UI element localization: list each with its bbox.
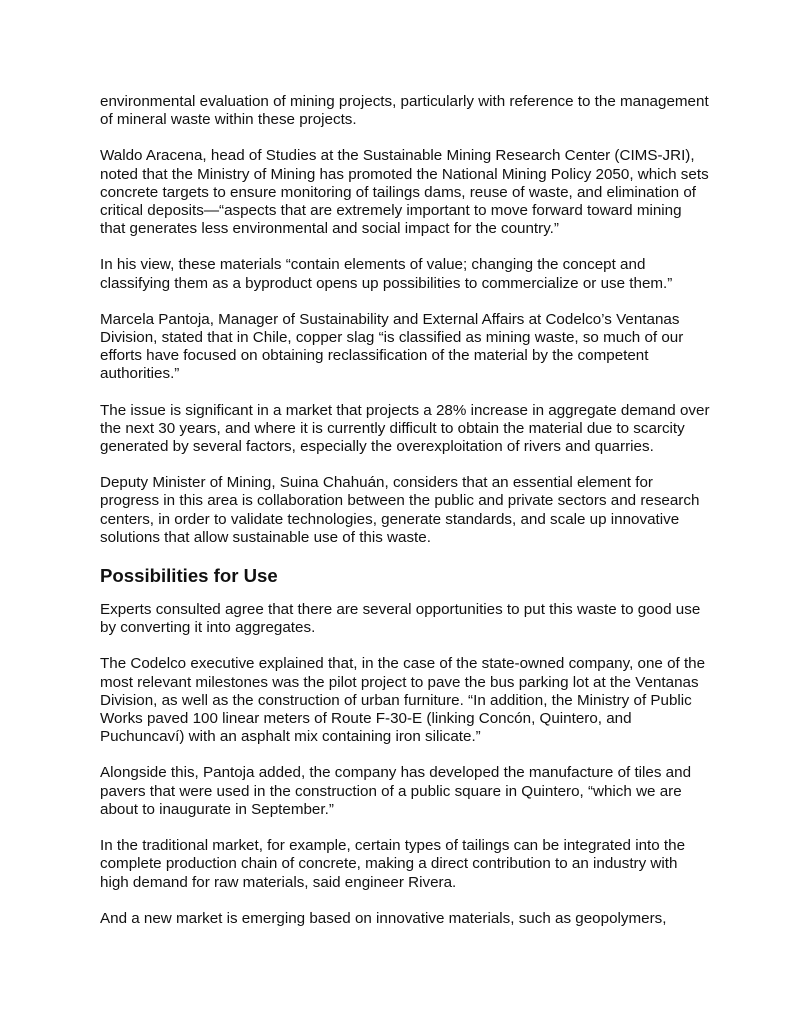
document-page <box>100 93 710 946</box>
paragraph: Alongside this, Pantoja added, the company has developed the manufacture of tiles and pavers that were used in the construction of a public square in Quintero, “which we are about to inaugurate in September.” <box>100 764 692 818</box>
section-heading: Possibilities for Use <box>100 565 278 587</box>
paragraph: environmental evaluation of mining projects, particularly with reference to the management of mineral waste within these projects. <box>100 93 709 129</box>
paragraph: And a new market is emerging based on innovative materials, such as geopolymers, <box>100 909 667 927</box>
paragraph: Marcela Pantoja, Manager of Sustainability and External Affairs at Codelco’s Ventanas Division, stated that in Chile, copper slag “is classified as mining waste, so much of our efforts have focused on obtaining reclassification of the material by the competent authorities.” <box>100 310 684 383</box>
paragraph: In his view, these materials “contain elements of value; changing the concept and classifying them as a byproduct opens up possibilities to commercialize or use them.” <box>100 256 673 292</box>
paragraph: Experts consulted agree that there are several opportunities to put this waste to good use by converting it into aggregates. <box>100 601 701 637</box>
paragraph: The Codelco executive explained that, in the case of the state-owned company, one of the most relevant milestones was the pilot project to pave the bus parking lot at the Ventanas Division, as well as the construction of urban furniture. “In addition, the Ministry of Public Works paved 100 linear meters of Route F-30-E (linking Concón, Quintero, and Puchuncaví) with an asphalt mix containing iron silicate.” <box>100 655 706 746</box>
paragraph: Deputy Minister of Mining, Suina Chahuán, considers that an essential element for progress in this area is collaboration between the public and private sectors and research centers, in order to validate technologies, generate standards, and scale up innovative solutions that allow sustainable use of this waste. <box>100 474 700 546</box>
paragraph: In the traditional market, for example, certain types of tailings can be integrated into the complete production chain of concrete, making a direct contribution to an industry with high demand for raw materials, said engineer Rivera. <box>100 837 686 891</box>
paragraph: The issue is significant in a market that projects a 28% increase in aggregate demand over the next 30 years, and where it is currently difficult to obtain the material due to scarcity generated by several factors, especially the overexploitation of rivers and quarries. <box>100 401 710 456</box>
paragraph: Waldo Aracena, head of Studies at the Sustainable Mining Research Center (CIMS-JRI), noted that the Ministry of Mining has promoted the National Mining Policy 2050, which sets concrete targets to ensure monitoring of tailings dams, reuse of waste, and elimination of critical deposits—“aspects that are extremely important to move forward toward mining that generates less environmental and social impact for the country.” <box>100 147 709 238</box>
